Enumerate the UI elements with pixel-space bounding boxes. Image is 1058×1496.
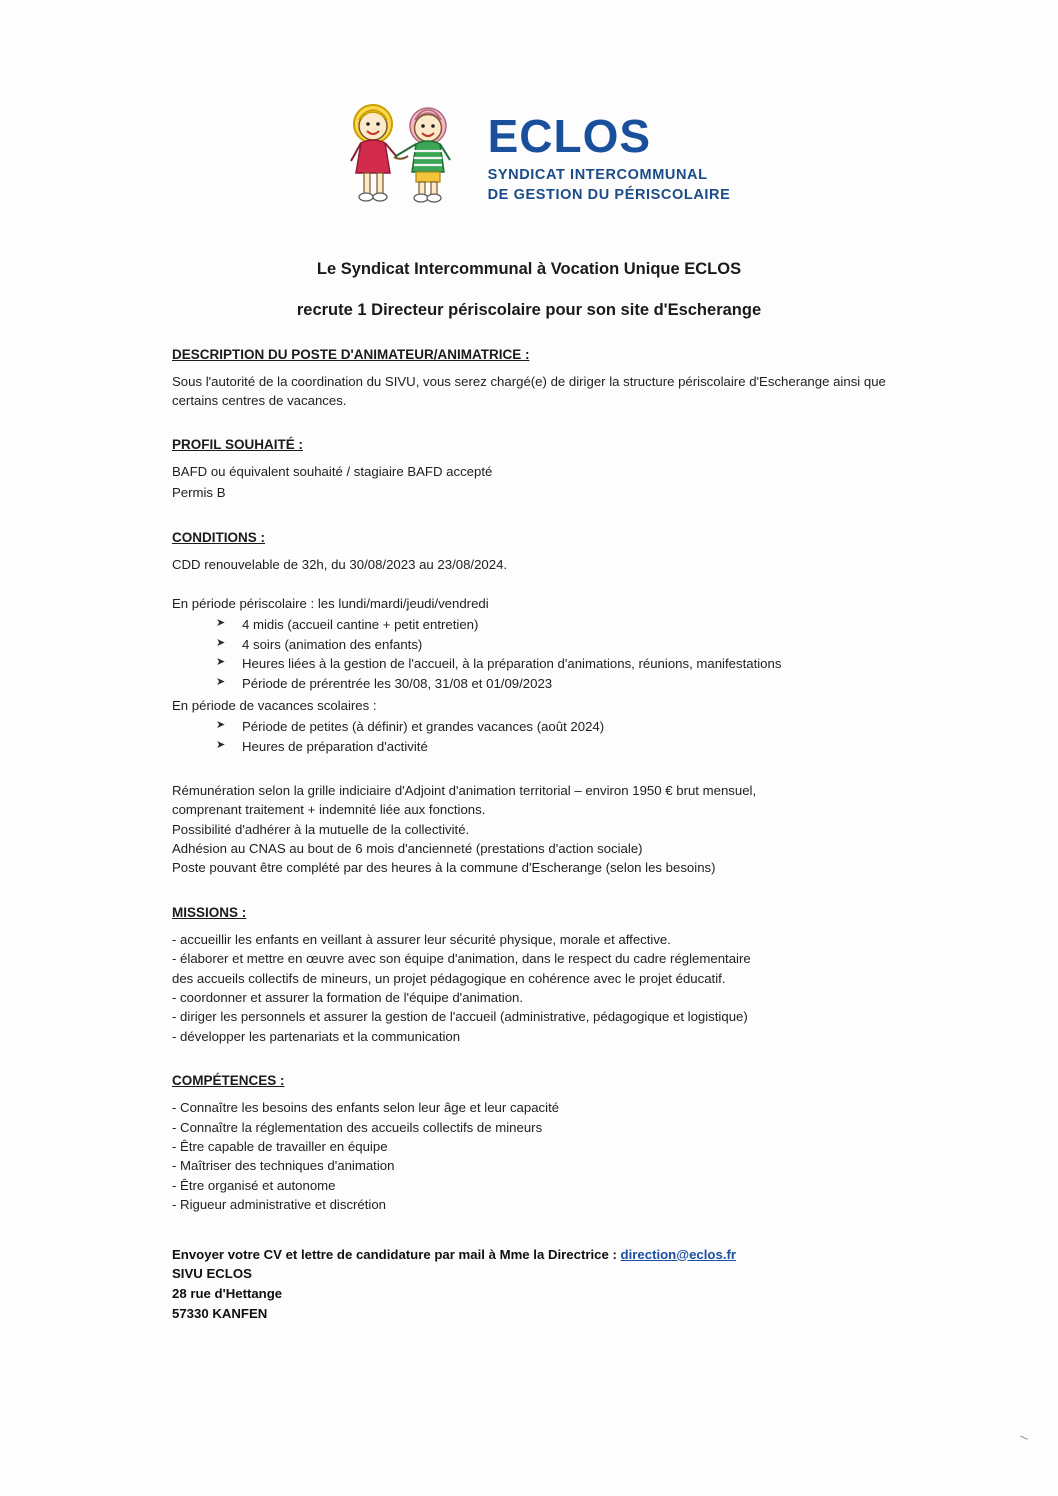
list-item: - Maîtriser des techniques d'animation: [172, 1158, 395, 1174]
remuneration-line: Poste pouvant être complété par des heures à la commune d'Escherange (selon les besoins): [172, 860, 716, 876]
list-item: ➤ Période de prérentrée les 30/08, 31/08 et 01/09/2023: [216, 674, 886, 694]
conditions-periscolaire-list: [172, 615, 886, 694]
description-body: Sous l'autorité de la coordination du SIVU, vous serez chargé(e) de diriger la structure périscolaire d'Escherange ainsi que certains centres de vacances.: [172, 374, 886, 409]
list-item: ➤ Période de petites (à définir) et grandes vacances (août 2024): [216, 717, 886, 737]
list-item: - Connaître les besoins des enfants selon leur âge et leur capacité: [172, 1100, 560, 1116]
contact-address: [172, 1264, 886, 1323]
contact-email-link[interactable]: direction@eclos.fr: [620, 1246, 737, 1262]
list-item: - Rigueur administrative et discrétion: [172, 1197, 387, 1213]
list-item: des accueils collectifs de mineurs, un projet pédagogique en cohérence avec le projet éducatif.: [172, 970, 726, 986]
section-title-competences: COMPÉTENCES :: [172, 1073, 285, 1089]
brand-name: ECLOS: [487, 109, 652, 162]
contact-instruction: Envoyer votre CV et lettre de candidature par mail à Mme la Directrice :: [172, 1246, 621, 1262]
section-title-missions: MISSIONS :: [172, 904, 247, 920]
list-item: - développer les partenariats et la communication: [172, 1028, 461, 1044]
remuneration-line: Possibilité d'adhérer à la mutuelle de la collectivité.: [172, 821, 470, 837]
section-title-profil: PROFIL SOUHAITÉ :: [172, 437, 304, 453]
list-item: - accueillir les enfants en veillant à assurer leur sécurité physique, morale et affective.: [172, 931, 671, 947]
section-title-conditions: CONDITIONS :: [172, 529, 265, 545]
children-illustration-icon: [328, 96, 478, 216]
profil-line-2: Permis B: [172, 485, 226, 501]
contact-city: 57330 KANFEN: [172, 1306, 268, 1322]
remuneration-line: Adhésion au CNAS au bout de 6 mois d'ancienneté (prestations d'action sociale): [172, 840, 643, 856]
list-item: - coordonner et assurer la formation de l'équipe d'animation.: [172, 990, 524, 1006]
page-title: Le Syndicat Intercommunal à Vocation Unique ECLOS: [316, 260, 742, 278]
list-item: ➤ Heures liées à la gestion de l'accueil, à la préparation d'animations, réunions, manifestations: [216, 654, 886, 674]
conditions-vacances-list: [172, 717, 886, 757]
missions-list: [172, 930, 886, 1046]
section-title-description: DESCRIPTION DU POSTE D'ANIMATEUR/ANIMATRICE :: [172, 347, 530, 362]
list-item: ➤ Heures de préparation d'activité: [216, 737, 886, 757]
contact-instruction-line: [172, 1245, 886, 1265]
remuneration-line: comprenant traitement + indemnité liée aux fonctions.: [172, 802, 486, 818]
list-item: ➤ 4 midis (accueil cantine + petit entretien): [216, 615, 886, 635]
competences-list: [172, 1098, 886, 1214]
conditions-remuneration: [172, 781, 886, 878]
brand-subtitle-line1: SYNDICAT INTERCOMMUNAL: [487, 166, 708, 183]
conditions-periscolaire-intro: En période périscolaire : les lundi/mardi/jeudi/vendredi: [172, 595, 489, 611]
page-subtitle: recrute 1 Directeur périscolaire pour son site d'Escherange: [296, 301, 762, 319]
contact-street: 28 rue d'Hettange: [172, 1286, 283, 1302]
logo-header: [172, 0, 886, 216]
conditions-vacances-intro: En période de vacances scolaires :: [172, 698, 377, 714]
brand-subtitle-line2: DE GESTION DU PÉRISCOLAIRE: [487, 186, 731, 203]
list-item: - élaborer et mettre en œuvre avec son équipe d'animation, dans le respect du cadre réglementaire: [172, 951, 751, 967]
contact-block: [172, 1245, 886, 1324]
contact-org: SIVU ECLOS: [172, 1266, 252, 1282]
list-item: - Être organisé et autonome: [172, 1177, 336, 1193]
remuneration-line: Rémunération selon la grille indiciaire d'Adjoint d'animation territorial – environ 1950 € brut mensuel,: [172, 782, 757, 798]
profil-line-1: BAFD ou équivalent souhaité / stagiaire BAFD accepté: [172, 464, 493, 480]
list-item: - Être capable de travailler en équipe: [172, 1139, 388, 1155]
list-item: - Connaître la réglementation des accueils collectifs de mineurs: [172, 1119, 543, 1135]
list-item: ➤ 4 soirs (animation des enfants): [216, 635, 886, 655]
conditions-contract: CDD renouvelable de 32h, du 30/08/2023 au 23/08/2024.: [172, 556, 508, 572]
scan-corner-mark: ~: [1016, 1428, 1031, 1449]
list-item: - diriger les personnels et assurer la gestion de l'accueil (administrative, pédagogique et logistique): [172, 1009, 748, 1025]
